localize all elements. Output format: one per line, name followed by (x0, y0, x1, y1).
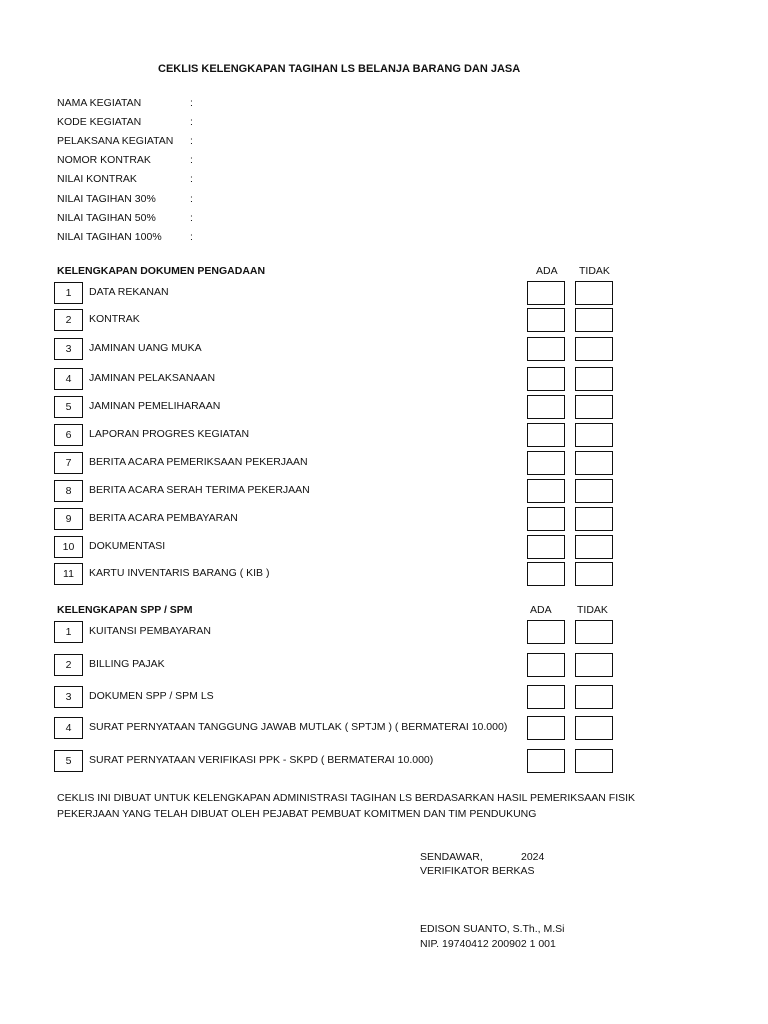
document-title: CEKLIS KELENGKAPAN TAGIHAN LS BELANJA BARANG DAN JASA (158, 63, 521, 75)
checkbox-tidak[interactable] (575, 367, 613, 391)
item-number: 6 (54, 424, 83, 446)
section2-col-ada: ADA (530, 604, 552, 616)
item-number: 11 (54, 563, 83, 585)
item-label: KONTRAK (89, 313, 140, 325)
field-label: NILAI KONTRAK (57, 173, 137, 185)
field-label: KODE KEGIATAN (57, 116, 142, 128)
item-label: JAMINAN UANG MUKA (89, 342, 202, 354)
signature-name: EDISON SUANTO, S.Th., M.Si (420, 923, 565, 935)
field-colon: : (190, 212, 193, 224)
signature-nip: NIP. 19740412 200902 1 001 (420, 938, 556, 950)
item-number: 1 (54, 621, 83, 643)
field-label: NILAI TAGIHAN 100% (57, 231, 162, 243)
checkbox-ada[interactable] (527, 281, 565, 305)
checkbox-ada[interactable] (527, 479, 565, 503)
checkbox-tidak[interactable] (575, 749, 613, 773)
field-label: NILAI TAGIHAN 30% (57, 193, 156, 205)
field-colon: : (190, 193, 193, 205)
item-number: 5 (54, 396, 83, 418)
item-number: 4 (54, 368, 83, 390)
item-label: DATA REKANAN (89, 286, 169, 298)
note-line-2: PEKERJAAN YANG TELAH DIBUAT OLEH PEJABAT PEMBUAT KOMITMEN DAN TIM PENDUKUNG (57, 808, 537, 820)
item-label: JAMINAN PELAKSANAAN (89, 372, 216, 384)
checkbox-ada[interactable] (527, 451, 565, 475)
checkbox-tidak[interactable] (575, 535, 613, 559)
checkbox-ada[interactable] (527, 423, 565, 447)
checkbox-ada[interactable] (527, 507, 565, 531)
checkbox-ada[interactable] (527, 367, 565, 391)
checkbox-tidak[interactable] (575, 507, 613, 531)
field-label: NILAI TAGIHAN 50% (57, 212, 156, 224)
item-number: 2 (54, 309, 83, 331)
signature-year: 2024 (521, 851, 545, 863)
checkbox-tidak[interactable] (575, 451, 613, 475)
item-label: DOKUMENTASI (89, 540, 166, 552)
item-label: BILLING PAJAK (89, 658, 165, 670)
checkbox-tidak[interactable] (575, 685, 613, 709)
item-label: KARTU INVENTARIS BARANG ( KIB ) (89, 567, 270, 579)
checkbox-tidak[interactable] (575, 562, 613, 586)
field-colon: : (190, 135, 193, 147)
section1-col-ada: ADA (536, 265, 558, 277)
item-number: 8 (54, 480, 83, 502)
item-number: 5 (54, 750, 83, 772)
signature-role: VERIFIKATOR BERKAS (420, 865, 535, 877)
item-number: 4 (54, 717, 83, 739)
item-label: KUITANSI PEMBAYARAN (89, 625, 211, 637)
checkbox-tidak[interactable] (575, 479, 613, 503)
checkbox-tidak[interactable] (575, 308, 613, 332)
checkbox-tidak[interactable] (575, 620, 613, 644)
checkbox-tidak[interactable] (575, 395, 613, 419)
item-label: BERITA ACARA SERAH TERIMA PEKERJAAN (89, 484, 310, 496)
item-label: BERITA ACARA PEMERIKSAAN PEKERJAAN (89, 456, 308, 468)
signature-place: SENDAWAR, (420, 851, 483, 863)
item-label: LAPORAN PROGRES KEGIATAN (89, 428, 250, 440)
checkbox-tidak[interactable] (575, 281, 613, 305)
item-label: DOKUMEN SPP / SPM LS (89, 690, 214, 702)
checkbox-ada[interactable] (527, 685, 565, 709)
field-colon: : (190, 154, 193, 166)
checkbox-ada[interactable] (527, 308, 565, 332)
field-label: PELAKSANA KEGIATAN (57, 135, 174, 147)
item-label: SURAT PERNYATAAN TANGGUNG JAWAB MUTLAK ( SPTJM ) ( BERMATERAI 10.000) (89, 721, 508, 733)
checkbox-ada[interactable] (527, 716, 565, 740)
item-label: SURAT PERNYATAAN VERIFIKASI PPK - SKPD ( BERMATERAI 10.000) (89, 754, 434, 766)
field-colon: : (190, 97, 193, 109)
field-colon: : (190, 116, 193, 128)
checkbox-tidak[interactable] (575, 653, 613, 677)
field-colon: : (190, 231, 193, 243)
item-label: JAMINAN PEMELIHARAAN (89, 400, 221, 412)
item-number: 9 (54, 508, 83, 530)
field-colon: : (190, 173, 193, 185)
field-label: NOMOR KONTRAK (57, 154, 151, 166)
checkbox-tidak[interactable] (575, 337, 613, 361)
checkbox-ada[interactable] (527, 535, 565, 559)
section2-heading: KELENGKAPAN SPP / SPM (57, 604, 193, 616)
item-number: 10 (54, 536, 83, 558)
section1-col-tidak: TIDAK (579, 265, 610, 277)
section2-col-tidak: TIDAK (577, 604, 608, 616)
item-number: 7 (54, 452, 83, 474)
checkbox-ada[interactable] (527, 653, 565, 677)
field-label: NAMA KEGIATAN (57, 97, 142, 109)
item-number: 2 (54, 654, 83, 676)
note-line-1: CEKLIS INI DIBUAT UNTUK KELENGKAPAN ADMINISTRASI TAGIHAN LS BERDASARKAN HASIL PEMERIKSAAN FISIK (57, 792, 636, 804)
checkbox-ada[interactable] (527, 562, 565, 586)
section1-heading: KELENGKAPAN DOKUMEN PENGADAAN (57, 265, 266, 277)
checkbox-ada[interactable] (527, 395, 565, 419)
item-number: 3 (54, 338, 83, 360)
checkbox-ada[interactable] (527, 620, 565, 644)
checkbox-tidak[interactable] (575, 716, 613, 740)
checkbox-ada[interactable] (527, 749, 565, 773)
checkbox-ada[interactable] (527, 337, 565, 361)
checkbox-tidak[interactable] (575, 423, 613, 447)
item-label: BERITA ACARA PEMBAYARAN (89, 512, 238, 524)
item-number: 1 (54, 282, 83, 304)
item-number: 3 (54, 686, 83, 708)
